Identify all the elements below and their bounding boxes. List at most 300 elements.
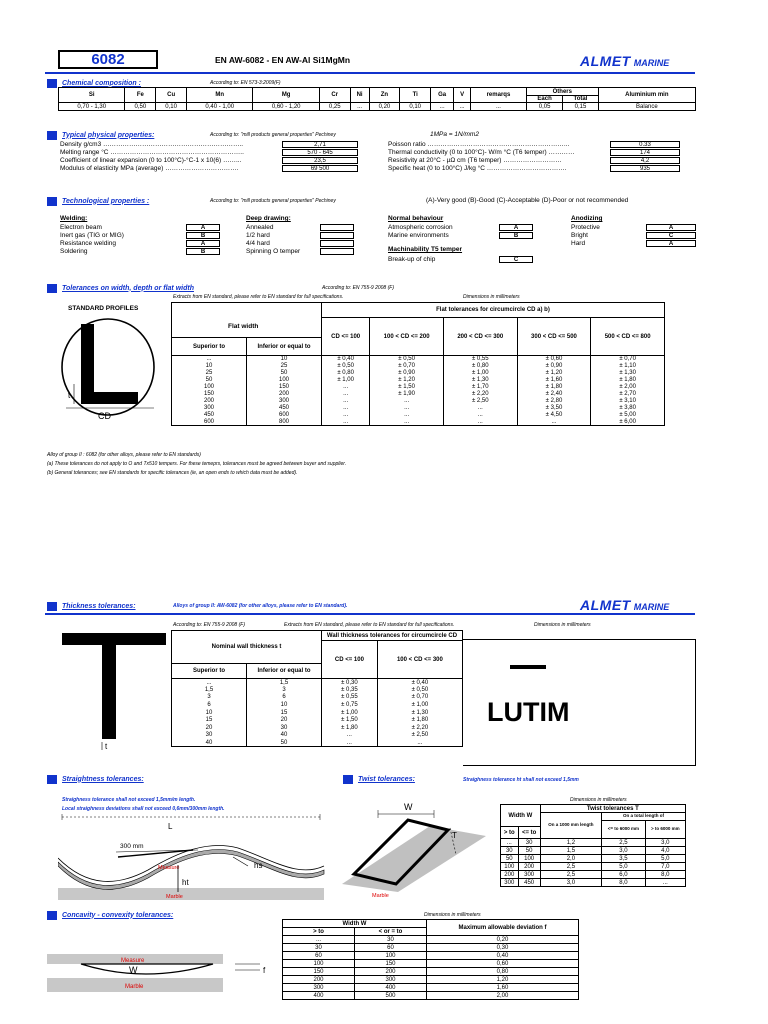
table-row <box>172 724 463 732</box>
concav-cell: 200 <box>283 976 355 984</box>
flat-tolerance-table: Flat tolerances for circumcircle CD a) b) CD <= 100 100 < CD <= 200 200 < CD <= 300 300 < CD <= 500 500 < CD <= 800 Superior to Inferior or equal to ... 10 ± 0,40 ± 0,50 ± 0,55 ± 0,60 ± 0,70 10 25 ± 0,50 ± 0,70 ± 0,80 ± 0,90 ± 1,10 25 50 ± 0,80 ± 0,90 ± 1,00 ± 1,20 ± 1,30 50 100 ± 1,00 ± 1,20 ± 1,30 ± 1,60 ± 1,80 100 150 ... ± 1,50 ± 1,70 ± 1,80 ± 2,00 150 200 ... ± 1,90 ± 2,20 ± 2,40 ± 2,70 200 300 ... ... ± 2,50 ± 2,80 ± 3,10 300 450 ... ... ... ± 3,50 ± 3,80 450 600 ... ... ... ± 4,50 ± 5,00 600 800 ... ... ... ... ± 6,00 <box>171 302 665 426</box>
tol-cell: ± 2,80 <box>517 398 591 405</box>
thick-cell: 6 <box>172 701 247 709</box>
tol-col-header: 500 < CD <= 800 <box>591 318 665 356</box>
tech-rating: B <box>186 232 220 239</box>
chem-value: ... <box>470 103 526 111</box>
table-row <box>283 960 579 968</box>
thick-cell: 30 <box>247 724 322 732</box>
tol-cell: ... <box>370 419 444 426</box>
tech-rating <box>320 248 354 255</box>
twist-cell: 1,5 <box>540 847 601 855</box>
machinability-rating: C <box>499 256 533 263</box>
physical-value: 0.33 <box>610 141 680 148</box>
table-row <box>172 391 665 398</box>
twist-cell: 5,0 <box>645 855 685 863</box>
tol-cell: ± 0,50 <box>370 356 444 363</box>
tech-group-title: Normal behaviour <box>388 215 444 222</box>
tech-rating: B <box>499 232 533 239</box>
twist-cell: ... <box>501 839 519 847</box>
concav-cell: 500 <box>355 992 427 1000</box>
tech-group-title: Welding: <box>60 215 88 222</box>
twist-note: Straighness tolerance ht shall not exceed 1,5mm <box>463 777 579 783</box>
thick-cell: ± 2,50 <box>377 732 462 740</box>
concav-cell: 2,00 <box>427 992 579 1000</box>
tol-cell: 150 <box>247 384 322 391</box>
concav-cell: 200 <box>355 968 427 976</box>
thick-cell: 1,5 <box>247 679 322 687</box>
machinability-label: Break-up of chip <box>388 256 436 263</box>
tol-cell: ± 5,00 <box>591 412 665 419</box>
twist-cell: 100 <box>501 863 519 871</box>
twist-dims: Dimensions in millimeters <box>570 797 627 803</box>
concav-cell: 100 <box>355 952 427 960</box>
straight-note1: Straighness tolerance shall not exceed 1,5mm/m length. <box>62 797 196 803</box>
tol-cell: ± 2,40 <box>517 391 591 398</box>
tol-cell: 10 <box>247 356 322 363</box>
tol-cell: ± 1,10 <box>591 363 665 370</box>
physical-label: Coefficient of linear expansion (0 to 100°C)-°C-1 x 10(6) ……... <box>60 157 242 164</box>
tol-ref: According to: EN 755-9 2008 (F) <box>322 285 394 291</box>
tech-item-label: Inert gas (TIG or MIG) <box>60 232 124 239</box>
thick-cell: 15 <box>172 716 247 724</box>
concav-cell: 100 <box>283 960 355 968</box>
tech-item-label: Electron beam <box>60 224 102 231</box>
table-row <box>283 976 579 984</box>
thick-cell: ± 0,55 <box>322 694 378 702</box>
tech-section-header: Technological properties : <box>47 196 149 206</box>
twist-section-header: Twist tolerances: <box>343 774 415 784</box>
table-row <box>172 377 665 384</box>
table-row <box>501 879 686 887</box>
tol-cell: 800 <box>247 419 322 426</box>
chem-header: Si <box>59 88 125 103</box>
thick-cell: 20 <box>247 716 322 724</box>
thick-cell: ± 1,30 <box>377 709 462 717</box>
tol-cell: ... <box>322 419 370 426</box>
concav-cell: 30 <box>355 936 427 944</box>
tech-group-title: Anodizing <box>571 215 603 222</box>
tol-cell: 150 <box>172 391 247 398</box>
physical-label: Resistivity at 20°C - µΩ cm (T6 temper) ……………………… <box>388 157 562 164</box>
twist-cell: 200 <box>518 863 540 871</box>
twist-cell: 3,0 <box>645 839 685 847</box>
twist-cell: 2,5 <box>602 839 646 847</box>
tol-cell: ± 1,20 <box>517 370 591 377</box>
twist-cell: 8,0 <box>602 879 646 887</box>
thick-col-header: 100 < CD <= 300 <box>377 641 462 679</box>
tol-cell: ... <box>322 391 370 398</box>
tol-cell: ... <box>443 412 517 419</box>
tol-cell: ± 2,00 <box>591 384 665 391</box>
l-profile-drawing <box>58 312 168 422</box>
tol-cell: ± 0,70 <box>591 356 665 363</box>
twist-cell: 2,5 <box>540 863 601 871</box>
table-row <box>283 992 579 1000</box>
measure-label: Measure <box>158 865 180 871</box>
concav-dims: Dimensions in millimeters <box>424 912 481 918</box>
straight-section-header: Straightness tolerances: <box>47 774 144 784</box>
tol-note: Alloy of group II : 6082 (for other alloys, please refer to EN standards) <box>47 452 201 458</box>
tech-item-label: Spinning O temper <box>246 248 301 255</box>
chem-value: 0,70 - 1,30 <box>59 103 125 111</box>
twist-cell: 100 <box>518 855 540 863</box>
concav-f: f <box>263 966 266 975</box>
machinability-title: Machinability T5 temper <box>388 246 463 253</box>
twist-cell: 8,0 <box>645 871 685 879</box>
table-row <box>501 839 686 847</box>
thick-cell: ... <box>377 739 462 747</box>
straightness-drawing <box>58 812 326 902</box>
thick-cell: 6 <box>247 694 322 702</box>
twist-T: T <box>452 831 457 840</box>
tol-cell: 100 <box>247 377 322 384</box>
chem-value: Balance <box>598 103 695 111</box>
tol-extract: Extracts from EN standard, please refer to EN standard for full specifications. <box>173 294 344 300</box>
thick-extract: Extracts from EN standard, please refer to EN standard for full specifications. <box>284 622 455 628</box>
chem-header: V <box>454 88 471 103</box>
thick-cell: 50 <box>247 739 322 747</box>
tol-cell: ± 1,80 <box>517 384 591 391</box>
tech-rating <box>320 232 354 239</box>
page2-rule <box>45 613 695 615</box>
chem-value: 0,15 <box>563 103 598 111</box>
ht-label: ht <box>182 878 189 887</box>
twist-cell: 450 <box>518 879 540 887</box>
tech-rating: A <box>186 224 220 231</box>
thick-cell: ± 0,50 <box>377 686 462 694</box>
tol-cell: ± 1,30 <box>443 377 517 384</box>
table-row <box>172 384 665 391</box>
concav-cell: 30 <box>283 944 355 952</box>
wall-thickness-table: Nominal wall thickness t Wall thickness tolerances for circumcircle CD CD <= 100 100 < CD <= 300 Superior to Inferior or equal to ... 1,5 ± 0,30 ± 0,40 1,5 3 ± 0,35 ± 0,50 3 6 ± 0,55 ± 0,70 6 10 ± 0,75 ± 1,00 10 15 ± 1,00 ± 1,30 15 20 ± 1,50 ± 1,80 20 30 ± 1,80 ± 2,20 30 40 ... ± 2,50 40 50 ... ... <box>171 630 463 747</box>
thick-cell: ± 2,20 <box>377 724 462 732</box>
thick-col-header: CD <= 100 <box>322 641 378 679</box>
unit-note: 1MPa = 1N/mm2 <box>430 131 479 138</box>
table-row <box>172 419 665 426</box>
thick-dims: Dimensions in millimeters <box>534 622 591 628</box>
tech-rating: A <box>186 240 220 247</box>
concav-cell: 150 <box>355 960 427 968</box>
thick-cell: ± 1,00 <box>322 709 378 717</box>
tol-cell: ± 0,90 <box>370 370 444 377</box>
table-row <box>172 679 463 687</box>
concav-cell: 300 <box>283 984 355 992</box>
twist-cell: 3,5 <box>602 855 646 863</box>
thick-cell: ± 0,70 <box>377 694 462 702</box>
straight-note2: Local straighness deviations shall not exceed 0,6mm/300mm length. <box>62 806 225 812</box>
chem-value: ... <box>454 103 471 111</box>
table-row <box>172 370 665 377</box>
alloy-box: 6082 <box>58 50 158 69</box>
concav-cell: 0,40 <box>427 952 579 960</box>
chem-value: 0,60 - 1,20 <box>253 103 319 111</box>
chem-header: Ti <box>400 88 431 103</box>
physical-label: Specific heat (0 to 100°C) J/kg °C ………………………………. <box>388 165 567 172</box>
tol-cell: ± 1,30 <box>591 370 665 377</box>
tol-cell: 450 <box>247 405 322 412</box>
physical-value: 23,5 <box>282 157 358 164</box>
chem-value: 0,05 <box>526 103 562 111</box>
thick-cell: 20 <box>172 724 247 732</box>
table-row <box>172 716 463 724</box>
tol-cell: 10 <box>172 363 247 370</box>
concav-cell: ... <box>283 936 355 944</box>
tol-cell: 600 <box>247 412 322 419</box>
tol-cell: 25 <box>247 363 322 370</box>
tol-cell: ± 3,10 <box>591 398 665 405</box>
table-row <box>283 984 579 992</box>
concav-cell: 0,80 <box>427 968 579 976</box>
tech-item-label: 4/4 hard <box>246 240 270 247</box>
thick-cell: 40 <box>247 732 322 740</box>
chem-value: ... <box>431 103 454 111</box>
concav-cell: 400 <box>355 984 427 992</box>
chem-value: 0,25 <box>319 103 350 111</box>
tol-col-header: 200 < CD <= 300 <box>443 318 517 356</box>
table-row <box>172 732 463 740</box>
tech-rating: A <box>646 224 696 231</box>
chem-header: remarqs <box>470 88 526 103</box>
standard-profiles-label: STANDARD PROFILES <box>68 305 139 312</box>
concav-cell: 1,20 <box>427 976 579 984</box>
physical-value: 4,2 <box>610 157 680 164</box>
concav-cell: 0,60 <box>427 960 579 968</box>
chem-others-sub: Each <box>526 96 562 103</box>
table-row <box>283 968 579 976</box>
tol-cell: ± 0,70 <box>370 363 444 370</box>
chem-value: ... <box>350 103 369 111</box>
tech-rating: A <box>499 224 533 231</box>
thick-cell: 3 <box>172 694 247 702</box>
chem-value: 0,40 - 1,00 <box>187 103 253 111</box>
physical-ref: According to: "mill products general properties" Pechiney <box>210 132 336 138</box>
tol-cell: ± 0,90 <box>517 363 591 370</box>
hs-label: hs <box>254 861 263 870</box>
twist-col-header: <= to 6000 mm <box>602 821 646 839</box>
chem-section-header: Chemical composition : <box>47 78 141 88</box>
tol-note: (b) General tolerances; see EN standards for specific tolerances (ie, an open ends to which data must be added). <box>47 470 298 476</box>
tol-cell: ± 0,55 <box>443 356 517 363</box>
tol-dims: Dimensions in millimeters <box>463 294 520 300</box>
tol-cell: ± 3,80 <box>591 405 665 412</box>
cd-label: CD <box>98 411 111 421</box>
tol-cell: ± 1,80 <box>591 377 665 384</box>
thick-cell: ± 1,80 <box>322 724 378 732</box>
tol-cell: ... <box>370 398 444 405</box>
tol-cell: ± 0,80 <box>322 370 370 377</box>
tol-cell: 300 <box>172 405 247 412</box>
tech-group-title: Deep drawing: <box>246 215 291 222</box>
tol-cell: ... <box>443 419 517 426</box>
thick-cell: ... <box>322 739 378 747</box>
page-title: EN AW-6082 - EN AW-Al Si1MgMn <box>215 55 351 65</box>
table-row <box>172 405 665 412</box>
twist-drawing <box>338 800 488 900</box>
physical-label: Modulus of elasticity MPa (average) ……………………………. <box>60 165 239 172</box>
chem-header: Zn <box>369 88 400 103</box>
twist-col-header: <= to <box>518 827 540 839</box>
thick-ref: According to: EN 755-9 2008 (F) <box>173 622 245 628</box>
table-row <box>501 863 686 871</box>
tech-ref: According to: "mill products general properties" Pechiney <box>210 198 336 204</box>
chem-header: Mg <box>253 88 319 103</box>
twist-cell: 300 <box>518 871 540 879</box>
tol-cell: ± 0,50 <box>322 363 370 370</box>
table-row <box>172 363 665 370</box>
twist-marble: Marble <box>372 893 389 899</box>
table-row <box>283 952 579 960</box>
thick-alloys: Alloys of group II: AW-6082 (for other alloys, please refer to EN standard). <box>173 603 348 609</box>
tech-item-label: Protective <box>571 224 600 231</box>
concavity-drawing <box>45 950 275 1000</box>
twist-col-header: On a 1000 mm length <box>540 813 601 839</box>
thick-cell: ± 1,00 <box>377 701 462 709</box>
table-row <box>172 701 463 709</box>
tol-col-header: 100 < CD <= 200 <box>370 318 444 356</box>
tech-item-label: Bright <box>571 232 588 239</box>
tol-cell: ± 4,50 <box>517 412 591 419</box>
tech-rating: A <box>646 240 696 247</box>
twist-cell: 3,0 <box>540 879 601 887</box>
physical-section-header: Typical physical properties: <box>47 130 154 140</box>
thick-t-label: t <box>105 742 108 751</box>
physical-label: Poisson ratio ………………………………………………………... <box>388 141 570 148</box>
tol-cell: ± 1,00 <box>322 377 370 384</box>
table-row <box>172 412 665 419</box>
tol-cell: ± 1,50 <box>370 384 444 391</box>
thick-cell: ± 0,75 <box>322 701 378 709</box>
tech-item-label: Resistance welding <box>60 240 117 247</box>
table-row <box>501 871 686 879</box>
tech-item-label: Marine environments <box>388 232 449 239</box>
tech-item-label: 1/2 hard <box>246 232 270 239</box>
tech-item-label: Soldering <box>60 248 88 255</box>
tech-legend: (A)-Very good (B)-Good (C)-Acceptable (D)-Poor or not recommended <box>426 197 629 204</box>
concav-cell: 1,60 <box>427 984 579 992</box>
tol-cell: ± 0,80 <box>443 363 517 370</box>
tol-cell: ± 0,40 <box>322 356 370 363</box>
chem-value: 0,20 <box>369 103 400 111</box>
physical-value: 935 <box>610 165 680 172</box>
tol-cell: ± 3,50 <box>517 405 591 412</box>
tol-cell: ± 2,70 <box>591 391 665 398</box>
table-row <box>172 694 463 702</box>
t-label: t <box>68 391 71 400</box>
almet-logo: ALMET MARINE <box>580 53 670 69</box>
lutim-logo: LUTIM <box>487 697 570 727</box>
tol-cell: ... <box>443 405 517 412</box>
thick-cell: 15 <box>247 709 322 717</box>
tol-cell: 50 <box>172 377 247 384</box>
thick-cell: 30 <box>172 732 247 740</box>
concav-section-header: Concavity - convexity tolerances: <box>47 910 173 920</box>
concav-W: W <box>129 965 138 975</box>
thick-cell: 10 <box>247 701 322 709</box>
table-row <box>501 847 686 855</box>
chem-table <box>58 87 696 111</box>
tol-cell: ± 2,50 <box>443 398 517 405</box>
tol-note: (a) These tolerances do not apply to O and Tx510 tempers. For these temeprs, tolerances must be agreed between buyer and supplier. <box>47 461 347 467</box>
tol-cell: ± 1,00 <box>443 370 517 377</box>
twist-cell: 2,5 <box>540 871 601 879</box>
physical-value: 174 <box>610 149 680 156</box>
L-label: L <box>168 822 173 831</box>
tol-cell: 25 <box>172 370 247 377</box>
concav-cell: 400 <box>283 992 355 1000</box>
tol-cell: 100 <box>172 384 247 391</box>
table-row <box>172 398 665 405</box>
almet-logo-2: ALMET MARINE <box>580 597 670 613</box>
tol-cell: ± 2,20 <box>443 391 517 398</box>
thick-cell: ± 0,40 <box>377 679 462 687</box>
tol-col-header: CD <= 100 <box>322 318 370 356</box>
concav-cell: 0,30 <box>427 944 579 952</box>
table-row <box>283 936 579 944</box>
tol-cell: ... <box>370 412 444 419</box>
chem-others-sub: Total <box>563 96 598 103</box>
twist-cell: 200 <box>501 871 519 879</box>
thick-cell: ± 0,35 <box>322 686 378 694</box>
physical-label: Melting range °C …………………………………………………….. <box>60 149 244 156</box>
tech-item-label: Annealed <box>246 224 274 231</box>
tol-cell: 600 <box>172 419 247 426</box>
twist-cell: ... <box>645 879 685 887</box>
table-row <box>172 356 665 363</box>
twist-cell: 30 <box>501 847 519 855</box>
thick-cell: ... <box>322 732 378 740</box>
tol-cell: ... <box>322 405 370 412</box>
len300-label: 300 mm <box>120 843 144 850</box>
concav-cell: 60 <box>355 944 427 952</box>
twist-col-header: > to <box>501 827 519 839</box>
tech-item-label: Atmospheric corrosion <box>388 224 453 231</box>
tol-cell: ... <box>517 419 591 426</box>
concav-marble: Marble <box>125 984 144 990</box>
tech-rating: C <box>646 232 696 239</box>
tol-cell: 450 <box>172 412 247 419</box>
physical-value: 69 500 <box>282 165 358 172</box>
physical-label: Density g/cm3 ……………………………………………………….. <box>60 141 244 148</box>
tech-item-label: Hard <box>571 240 586 247</box>
concav-cell: 150 <box>283 968 355 976</box>
twist-cell: 3,0 <box>602 847 646 855</box>
twist-cell: 300 <box>501 879 519 887</box>
tol-cell: 300 <box>247 398 322 405</box>
tol-cell: ± 1,60 <box>517 377 591 384</box>
chem-header: Aluminium min <box>598 88 695 103</box>
physical-value: 2,71 <box>282 141 358 148</box>
tol-cell: ... <box>322 412 370 419</box>
tol-cell: ... <box>322 384 370 391</box>
tol-cell: ... <box>322 398 370 405</box>
chem-header: Cu <box>156 88 187 103</box>
tol-cell: 200 <box>172 398 247 405</box>
tol-col-header: 300 < CD <= 500 <box>517 318 591 356</box>
tol-section-header: Tolerances on width, depth or flat width <box>47 283 194 293</box>
twist-cell: 7,0 <box>645 863 685 871</box>
twist-cell: 50 <box>501 855 519 863</box>
concav-cell: 0,20 <box>427 936 579 944</box>
concavity-table: Width W Maximum allowable deviation f > to < or = to ... 30 0,20 30 60 0,30 60 100 0,40 100 150 0,60 150 200 0,80 200 300 1,20 300 400 1,60 400 500 2,00 <box>282 919 579 1000</box>
twist-cell: 4,0 <box>645 847 685 855</box>
tol-cell: ± 1,70 <box>443 384 517 391</box>
twist-cell: 1,2 <box>540 839 601 847</box>
chem-value: 0,10 <box>156 103 187 111</box>
flat-width-label: Flat width <box>228 323 259 330</box>
chem-value: 0,50 <box>125 103 156 111</box>
chem-header: Cr <box>319 88 350 103</box>
